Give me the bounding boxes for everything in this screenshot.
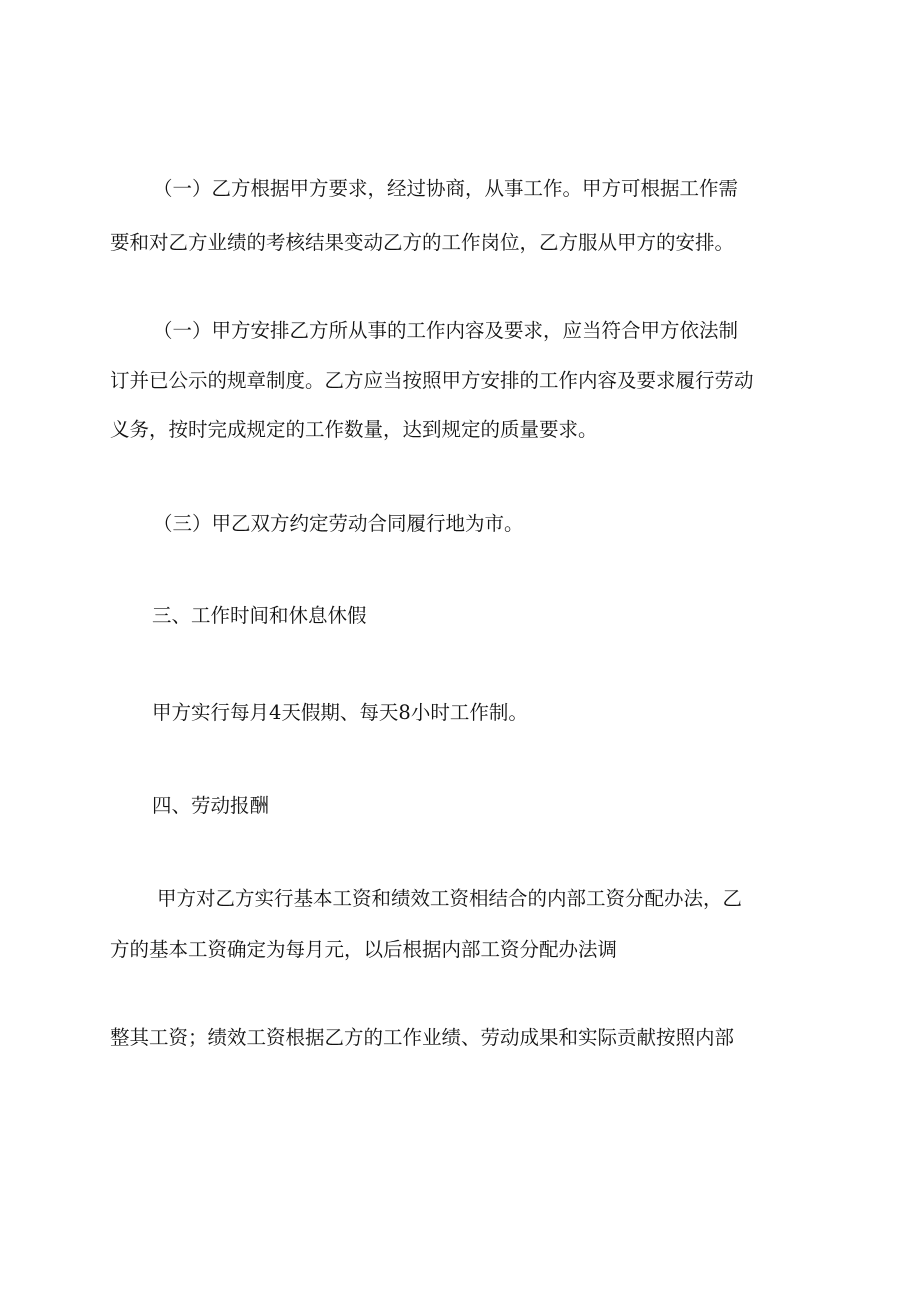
paragraph-remuneration-line-3: 整其工资；绩效工资根据乙方的工作业绩、劳动成果和实际贡献按照内部 (110, 1026, 735, 1049)
paragraph-remuneration-line-1: 甲方对乙方实行基本工资和绩效工资相结合的内部工资分配办法，乙 (157, 887, 743, 910)
paragraph-1-line-1: （一）乙方根据甲方要求，经过协商，从事工作。甲方可根据工作需 (153, 177, 739, 200)
paragraph-2-line-3: 义务，按时完成规定的工作数量，达到规定的质量要求。 (110, 418, 598, 441)
section-heading-work-time: 三、工作时间和休息休假 (152, 604, 367, 627)
paragraph-2-line-1: （一）甲方安排乙方所从事的工作内容及要求，应当符合甲方依法制 (153, 319, 739, 342)
paragraph-work-time: 甲方实行每月4天假期、每天8小时工作制。 (152, 701, 528, 724)
section-heading-remuneration: 四、劳动报酬 (152, 794, 270, 817)
paragraph-3-line-1: （三）甲乙双方约定劳动合同履行地为市。 (153, 512, 524, 535)
paragraph-remuneration-line-2: 方的基本工资确定为每月元，以后根据内部工资分配办法调 (110, 938, 618, 961)
paragraph-1-line-2: 要和对乙方业绩的考核结果变动乙方的工作岗位，乙方服从甲方的安排。 (110, 231, 735, 254)
paragraph-2-line-2: 订并已公示的规章制度。乙方应当按照甲方安排的工作内容及要求履行劳动 (110, 369, 754, 392)
